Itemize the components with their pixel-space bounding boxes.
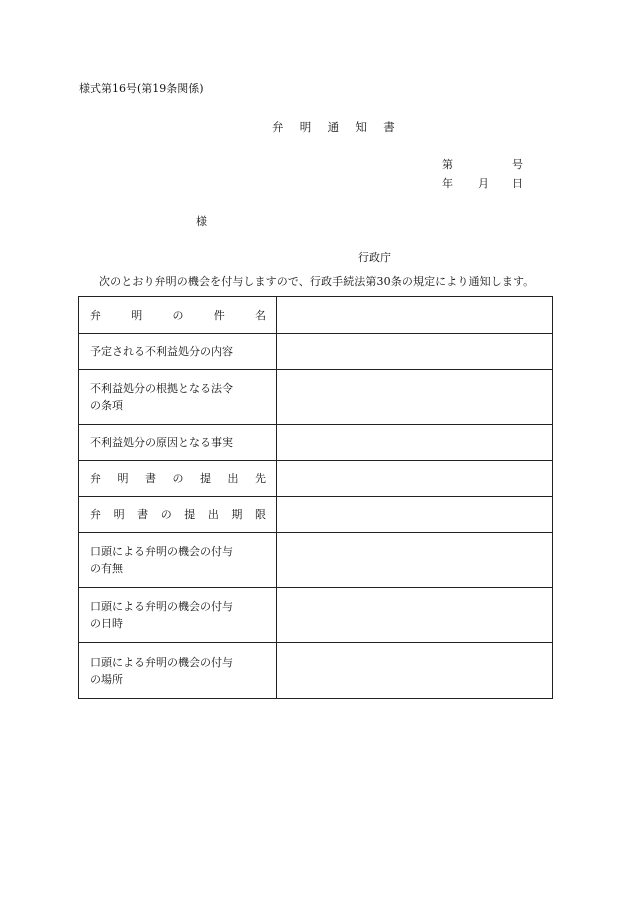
label-char: 出 — [207, 508, 219, 521]
label-spread — [90, 307, 266, 324]
label-char: 書 — [137, 508, 149, 521]
label-line: の条項 — [90, 399, 123, 412]
label-line: 口頭による弁明の機会の付与 — [90, 600, 233, 613]
row-value[interactable] — [277, 497, 553, 533]
row-value[interactable] — [277, 643, 553, 699]
label-line: 不利益処分の根拠となる法令 — [90, 382, 233, 395]
row-value[interactable] — [277, 334, 553, 370]
label-char: 明 — [131, 308, 143, 322]
row-label — [79, 497, 277, 533]
label-spread — [90, 506, 266, 523]
row-label — [79, 297, 277, 334]
date-year: 年 — [442, 177, 453, 190]
row-value[interactable] — [277, 461, 553, 497]
notice-table — [78, 296, 553, 699]
issuer-name: 行政庁 — [358, 251, 391, 264]
table-row — [79, 588, 553, 643]
label-line: の有無 — [90, 562, 123, 575]
row-label — [79, 533, 277, 588]
row-label: 予定される不利益処分の内容 — [79, 334, 277, 370]
table-row — [79, 297, 553, 334]
table-row — [79, 643, 553, 699]
number-suffix: 号 — [512, 158, 523, 171]
label-char: 名 — [255, 308, 266, 322]
row-value[interactable] — [277, 425, 553, 461]
table-row — [79, 461, 553, 497]
addressee-honorific: 様 — [196, 215, 207, 228]
table-row — [79, 334, 553, 370]
row-label — [79, 370, 277, 425]
row-label — [79, 461, 277, 497]
label-char: 書 — [145, 472, 156, 485]
label-char: 弁 — [90, 308, 101, 322]
label-line: 口頭による弁明の機会の付与 — [90, 655, 233, 669]
label-char: 明 — [117, 472, 129, 485]
label-char: の — [172, 472, 184, 485]
date-day: 日 — [512, 177, 523, 190]
table-row — [79, 370, 553, 425]
row-label — [79, 643, 277, 699]
row-label: 不利益処分の原因となる事実 — [79, 425, 277, 461]
label-char: 限 — [254, 508, 266, 521]
label-char: 弁 — [90, 472, 101, 485]
row-label — [79, 588, 277, 643]
label-char: 提 — [184, 508, 196, 521]
row-value[interactable] — [277, 588, 553, 643]
row-value[interactable] — [277, 533, 553, 588]
label-char: の — [160, 508, 172, 521]
row-value[interactable] — [277, 370, 553, 425]
label-char: の — [172, 308, 184, 322]
label-char: 提 — [200, 472, 211, 485]
intro-text: 次のとおり弁明の機会を付与しますので、行政手続法第30条の規定により通知します。 — [99, 275, 535, 288]
label-char: 先 — [255, 472, 266, 485]
label-char: 期 — [231, 508, 243, 521]
label-char: 弁 — [90, 508, 101, 521]
label-char: 明 — [113, 508, 125, 521]
row-value[interactable] — [277, 297, 553, 334]
label-line: の日時 — [90, 617, 123, 630]
form-number: 様式第16号(第19条関係) — [79, 82, 204, 95]
number-prefix: 第 — [442, 158, 453, 171]
label-spread — [90, 470, 266, 487]
table-row — [79, 497, 553, 533]
table-row — [79, 425, 553, 461]
document-title: 弁 明 通 知 書 — [272, 120, 402, 134]
date-month: 月 — [478, 177, 489, 190]
label-line: 口頭による弁明の機会の付与 — [90, 545, 233, 558]
label-line: の場所 — [90, 672, 123, 686]
label-char: 件 — [213, 308, 225, 322]
table-row — [79, 533, 553, 588]
label-char: 出 — [227, 472, 239, 485]
